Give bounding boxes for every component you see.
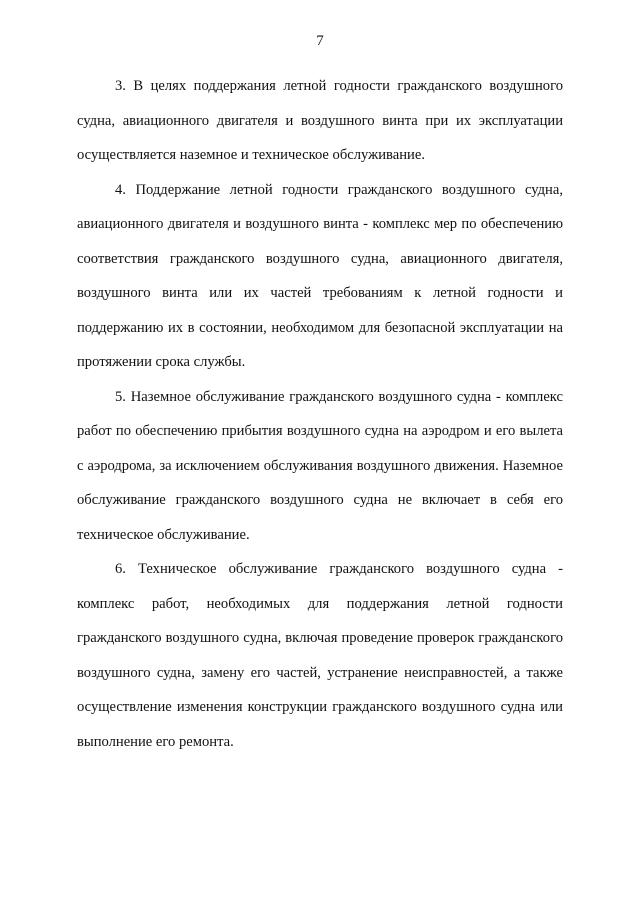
document-body bbox=[77, 69, 563, 759]
paragraph-3: 3. В целях поддержания летной годности гражданского воздушного судна, авиационного двигателя и воздушного винта при их эксплуатации осуществляется наземное и техническое обслуживание. bbox=[77, 78, 563, 163]
paragraph-5: 5. Наземное обслуживание гражданского воздушного судна - комплекс работ по обеспечению прибытия воздушного судна на аэродром и его вылета с аэродрома, за исключением обслуживания воздушного движения. Наземное обслуживание гражданского воздушного судна не включает в себя его техническое обслуживание. bbox=[77, 388, 563, 543]
paragraph-6: 6. Техническое обслуживание гражданского воздушного судна - комплекс работ, необходимых для поддержания летной годности гражданского воздушного судна, включая проведение проверок гражданского воздушного судна, замену его частей, устранение неисправностей, а также осуществление изменения конструкции гражданского воздушного судна или выполнение его ремонта. bbox=[77, 561, 563, 750]
page-number: 7 bbox=[316, 33, 324, 49]
paragraph-4: 4. Поддержание летной годности гражданского воздушного судна, авиационного двигателя и воздушного винта - комплекс мер по обеспечению соответствия гражданского воздушного судна, авиационного двигателя, воздушного винта или их частей требованиям к летной годности и поддержанию их в состоянии, необходимом для безопасной эксплуатации на протяжении срока службы. bbox=[77, 181, 563, 370]
